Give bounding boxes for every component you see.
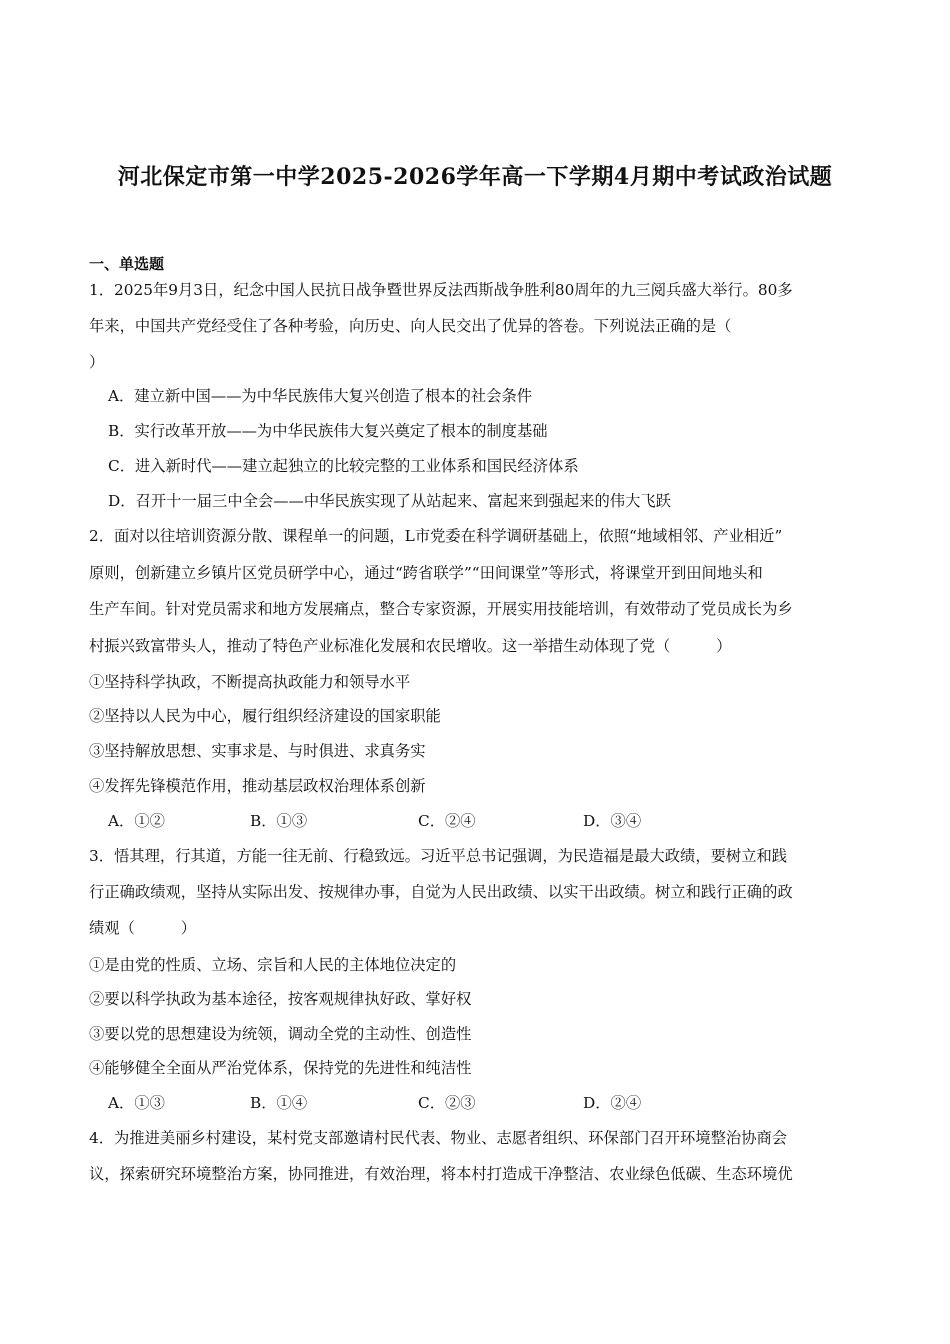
q3-option-d: D．②④: [583, 1094, 642, 1112]
q3-item-2: ②要以科学执政为基本途径，按客观规律执好政、掌好权: [89, 990, 472, 1008]
page-title: 河北保定市第一中学2025-2026学年高一下学期4月期中考试政治试题: [117, 164, 833, 190]
q1-option-b: B．实行改革开放——为中华民族伟大复兴奠定了根本的制度基础: [108, 422, 548, 440]
q2-option-c: C．②④: [418, 812, 476, 830]
q3-stem-line-1: 3．悟其理，行其道，方能一往无前、行稳致远。习近平总书记强调，为民造福是最大政绩，要树立和践: [89, 847, 788, 865]
q2-stem-line-1: 2．面对以往培训资源分散、课程单一的问题，L市党委在科学调研基础上，依照“地域相邻、产业相近”: [89, 527, 783, 545]
q2-item-2: ②坚持以人民为中心，履行组织经济建设的国家职能: [89, 707, 441, 725]
q2-item-4: ④发挥先锋模范作用，推动基层政权治理体系创新: [89, 777, 426, 795]
q3-stem-line-2: 行正确政绩观，坚持从实际出发、按规律办事，自觉为人民出政绩、以实干出政绩。树立和践行正确的政: [89, 883, 793, 901]
q3-option-c: C．②③: [418, 1094, 476, 1112]
q1-option-d: D．召开十一届三中全会——中华民族实现了从站起来、富起来到强起来的伟大飞跃: [108, 492, 671, 510]
q2-option-a: A．①②: [108, 812, 165, 830]
q2-item-1: ①坚持科学执政，不断提高执政能力和领导水平: [89, 673, 411, 691]
q1-option-c: C．进入新时代——建立起独立的比较完整的工业体系和国民经济体系: [108, 457, 579, 475]
q4-stem-line-2: 议，探索研究环境整治方案，协同推进，有效治理，将本村打造成干净整洁、农业绿色低碳、生态环境优: [89, 1165, 793, 1183]
q2-stem-line-2: 原则，创新建立乡镇片区党员研学中心，通过“跨省联学”“田间课堂”等形式，将课堂开到田间地头和: [89, 564, 763, 582]
q2-option-b: B．①③: [250, 812, 308, 830]
q3-stem-line-3: 绩观（ ）: [89, 919, 197, 937]
q2-item-3: ③坚持解放思想、实事求是、与时俱进、求真务实: [89, 742, 426, 760]
section-heading: 一、单选题: [89, 255, 165, 273]
q3-item-4: ④能够健全全面从严治党体系，保持党的先进性和纯洁性: [89, 1059, 472, 1077]
q2-option-d: D．③④: [583, 812, 642, 830]
q1-stem-line-1: 1．2025年9月3日，纪念中国人民抗日战争暨世界反法西斯战争胜利80周年的九三阅兵盛大举行。80多: [89, 281, 793, 299]
q1-stem-line-2: 年来，中国共产党经受住了各种考验，向历史、向人民交出了优异的答卷。下列说法正确的是（: [89, 317, 732, 335]
q3-item-1: ①是由党的性质、立场、宗旨和人民的主体地位决定的: [89, 956, 457, 974]
q2-stem-line-3: 生产车间。针对党员需求和地方发展痛点，整合专家资源，开展实用技能培训，有效带动了党员成长为乡: [89, 600, 793, 618]
q2-stem-line-4: 村振兴致富带头人，推动了特色产业标准化发展和农民增收。这一举措生动体现了党（ ）: [89, 637, 732, 655]
q4-stem-line-1: 4．为推进美丽乡村建设，某村党支部邀请村民代表、物业、志愿者组织、环保部门召开环境整治协商会: [89, 1129, 788, 1147]
q1-stem-line-3: ）: [89, 353, 105, 371]
q3-item-3: ③要以党的思想建设为统领，调动全党的主动性、创造性: [89, 1025, 472, 1043]
q3-option-a: A．①③: [108, 1094, 165, 1112]
q1-option-a: A．建立新中国——为中华民族伟大复兴创造了根本的社会条件: [108, 387, 533, 405]
q3-option-b: B．①④: [250, 1094, 308, 1112]
